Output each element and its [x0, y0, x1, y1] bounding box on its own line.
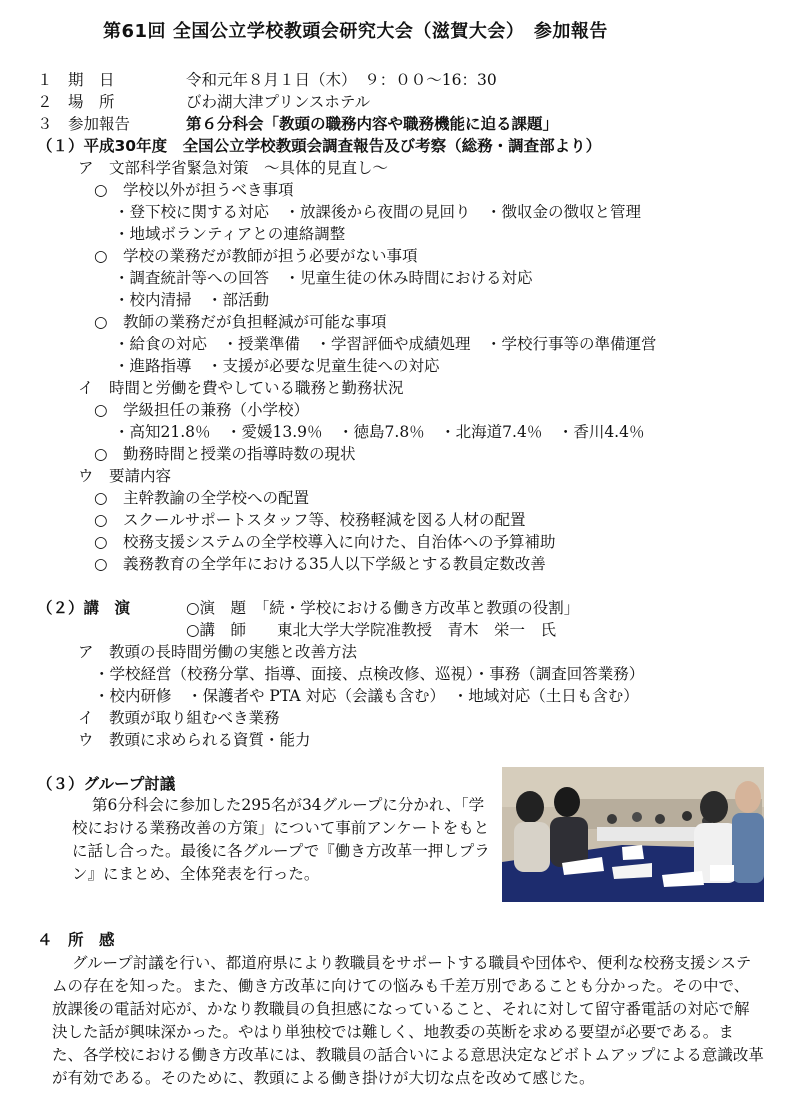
place-value: びわ湖大津プリンスホテル [186, 93, 371, 111]
report-value: 第６分科会「教頭の職務内容や職務機能に迫る課題」 [186, 115, 559, 133]
date-label: １ 期 日 [37, 71, 115, 89]
s2-item-a: ア 教頭の長時間労働の実態と改善方法 [78, 643, 358, 661]
s1-u4: ○ 義務教育の全学年における35人以下学級とする教員定数改善 [94, 555, 546, 573]
place-label: ２ 場 所 [37, 93, 115, 111]
section-3-heading: （３）グループ討議 [37, 775, 176, 793]
s1-item-a: ア 文部科学省緊急対策 ～具体的見直し～ [78, 159, 389, 177]
page-title: 第61回 全国公立学校教頭会研究大会（滋賀大会） 参加報告 [103, 21, 608, 42]
s2-item-u: ウ 教頭に求められる資質・能力 [78, 731, 311, 749]
s1-a1-items1: ・登下校に関する対応 ・放課後から夜間の見回り ・徴収金の徴収と管理 [114, 203, 642, 221]
s1-a3: ○ 教師の業務だが負担軽減が可能な事項 [94, 313, 387, 331]
s2-a-items2: ・校内研修 ・保護者や PTA 対応（会議も含む） ・地域対応（土日も含む） [94, 687, 639, 705]
s1-a2: ○ 学校の業務だが教師が担う必要がない事項 [94, 247, 418, 265]
s3-body: 第6分科会に参加した295名が34グループに分かれ、「学校における業務改善の方策」について事前アンケートをもとに話し合った。最後に各グループで『働き方改革一押しプラン』にまとめ、全体発表を行った。 [72, 796, 490, 883]
s1-a3-items1: ・給食の対応 ・授業準備 ・学習評価や成績処理 ・学校行事等の準備運営 [114, 335, 657, 353]
section-4-heading: ４ 所 感 [37, 931, 115, 949]
s2-theme: ○演 題 「続・学校における働き方改革と教頭の役割」 [186, 599, 580, 617]
s1-item-i: イ 時間と労働を費やしている職務と勤務状況 [78, 379, 404, 397]
s1-i2: ○ 勤務時間と授業の指導時数の現状 [94, 445, 356, 463]
s2-item-i: イ 教頭が取り組むべき業務 [78, 709, 280, 727]
section-2-heading: （２）講 演 [37, 599, 131, 617]
s1-a2-items2: ・校内清掃 ・部活動 [114, 291, 270, 309]
s1-item-u: ウ 要請内容 [78, 467, 172, 485]
s1-u2: ○ スクールサポートスタッフ等、校務軽減を図る人材の配置 [94, 511, 526, 529]
s1-u1: ○ 主幹教諭の全学校への配置 [94, 489, 310, 507]
conference-photo [502, 767, 764, 902]
s1-a1-items2: ・地域ボランティアとの連絡調整 [114, 225, 346, 243]
s1-i1: ○ 学級担任の兼務（小学校） [94, 401, 310, 419]
section-1-heading: （１）平成30年度 全国公立学校教頭会調査報告及び考察（総務・調査部より） [37, 137, 602, 155]
s1-i1-items: ・高知21.8％ ・愛媛13.9％ ・徳島7.8％ ・北海道7.4％ ・香川4.4％ [114, 423, 645, 441]
s2-lecturer: ○講 師 東北大学大学院准教授 青木 栄一 氏 [186, 621, 557, 639]
s1-a3-items2: ・進路指導 ・支援が必要な児童生徒への対応 [114, 357, 440, 375]
date-value: 令和元年８月１日（木） ９：００～16：30 [186, 71, 497, 89]
s2-a-items1: ・学校経営（校務分掌、指導、面接、点検改修、巡視）・事務（調査回答業務） [94, 665, 645, 683]
s1-a2-items1: ・調査統計等への回答 ・児童生徒の休み時間における対応 [114, 269, 533, 287]
s1-u3: ○ 校務支援システムの全学校導入に向けた、自治体への予算補助 [94, 533, 556, 551]
report-label: ３ 参加報告 [37, 115, 131, 133]
s1-a1: ○ 学校以外が担うべき事項 [94, 181, 294, 199]
s4-body: グループ討議を行い、都道府県により教職員をサポートする職員や団体や、便利な校務支援システムの存在を知った。また、働き方改革に向けての悩みも千差万別であることも分かった。その中で、放課後の電話対応が、かなり教職員の負担感になっていること、それに対して留守番電話の対応で解決した話が興味深かった。やはり単独校では難しく、地教委の英断を求める要望が必要である。また、各学校における働き方改革には、教職員の話合いによる意思決定などボトムアップによる意識改革が有効である。そのために、教頭による働き掛けが大切な点を改めて感じた。 [52, 954, 764, 1087]
